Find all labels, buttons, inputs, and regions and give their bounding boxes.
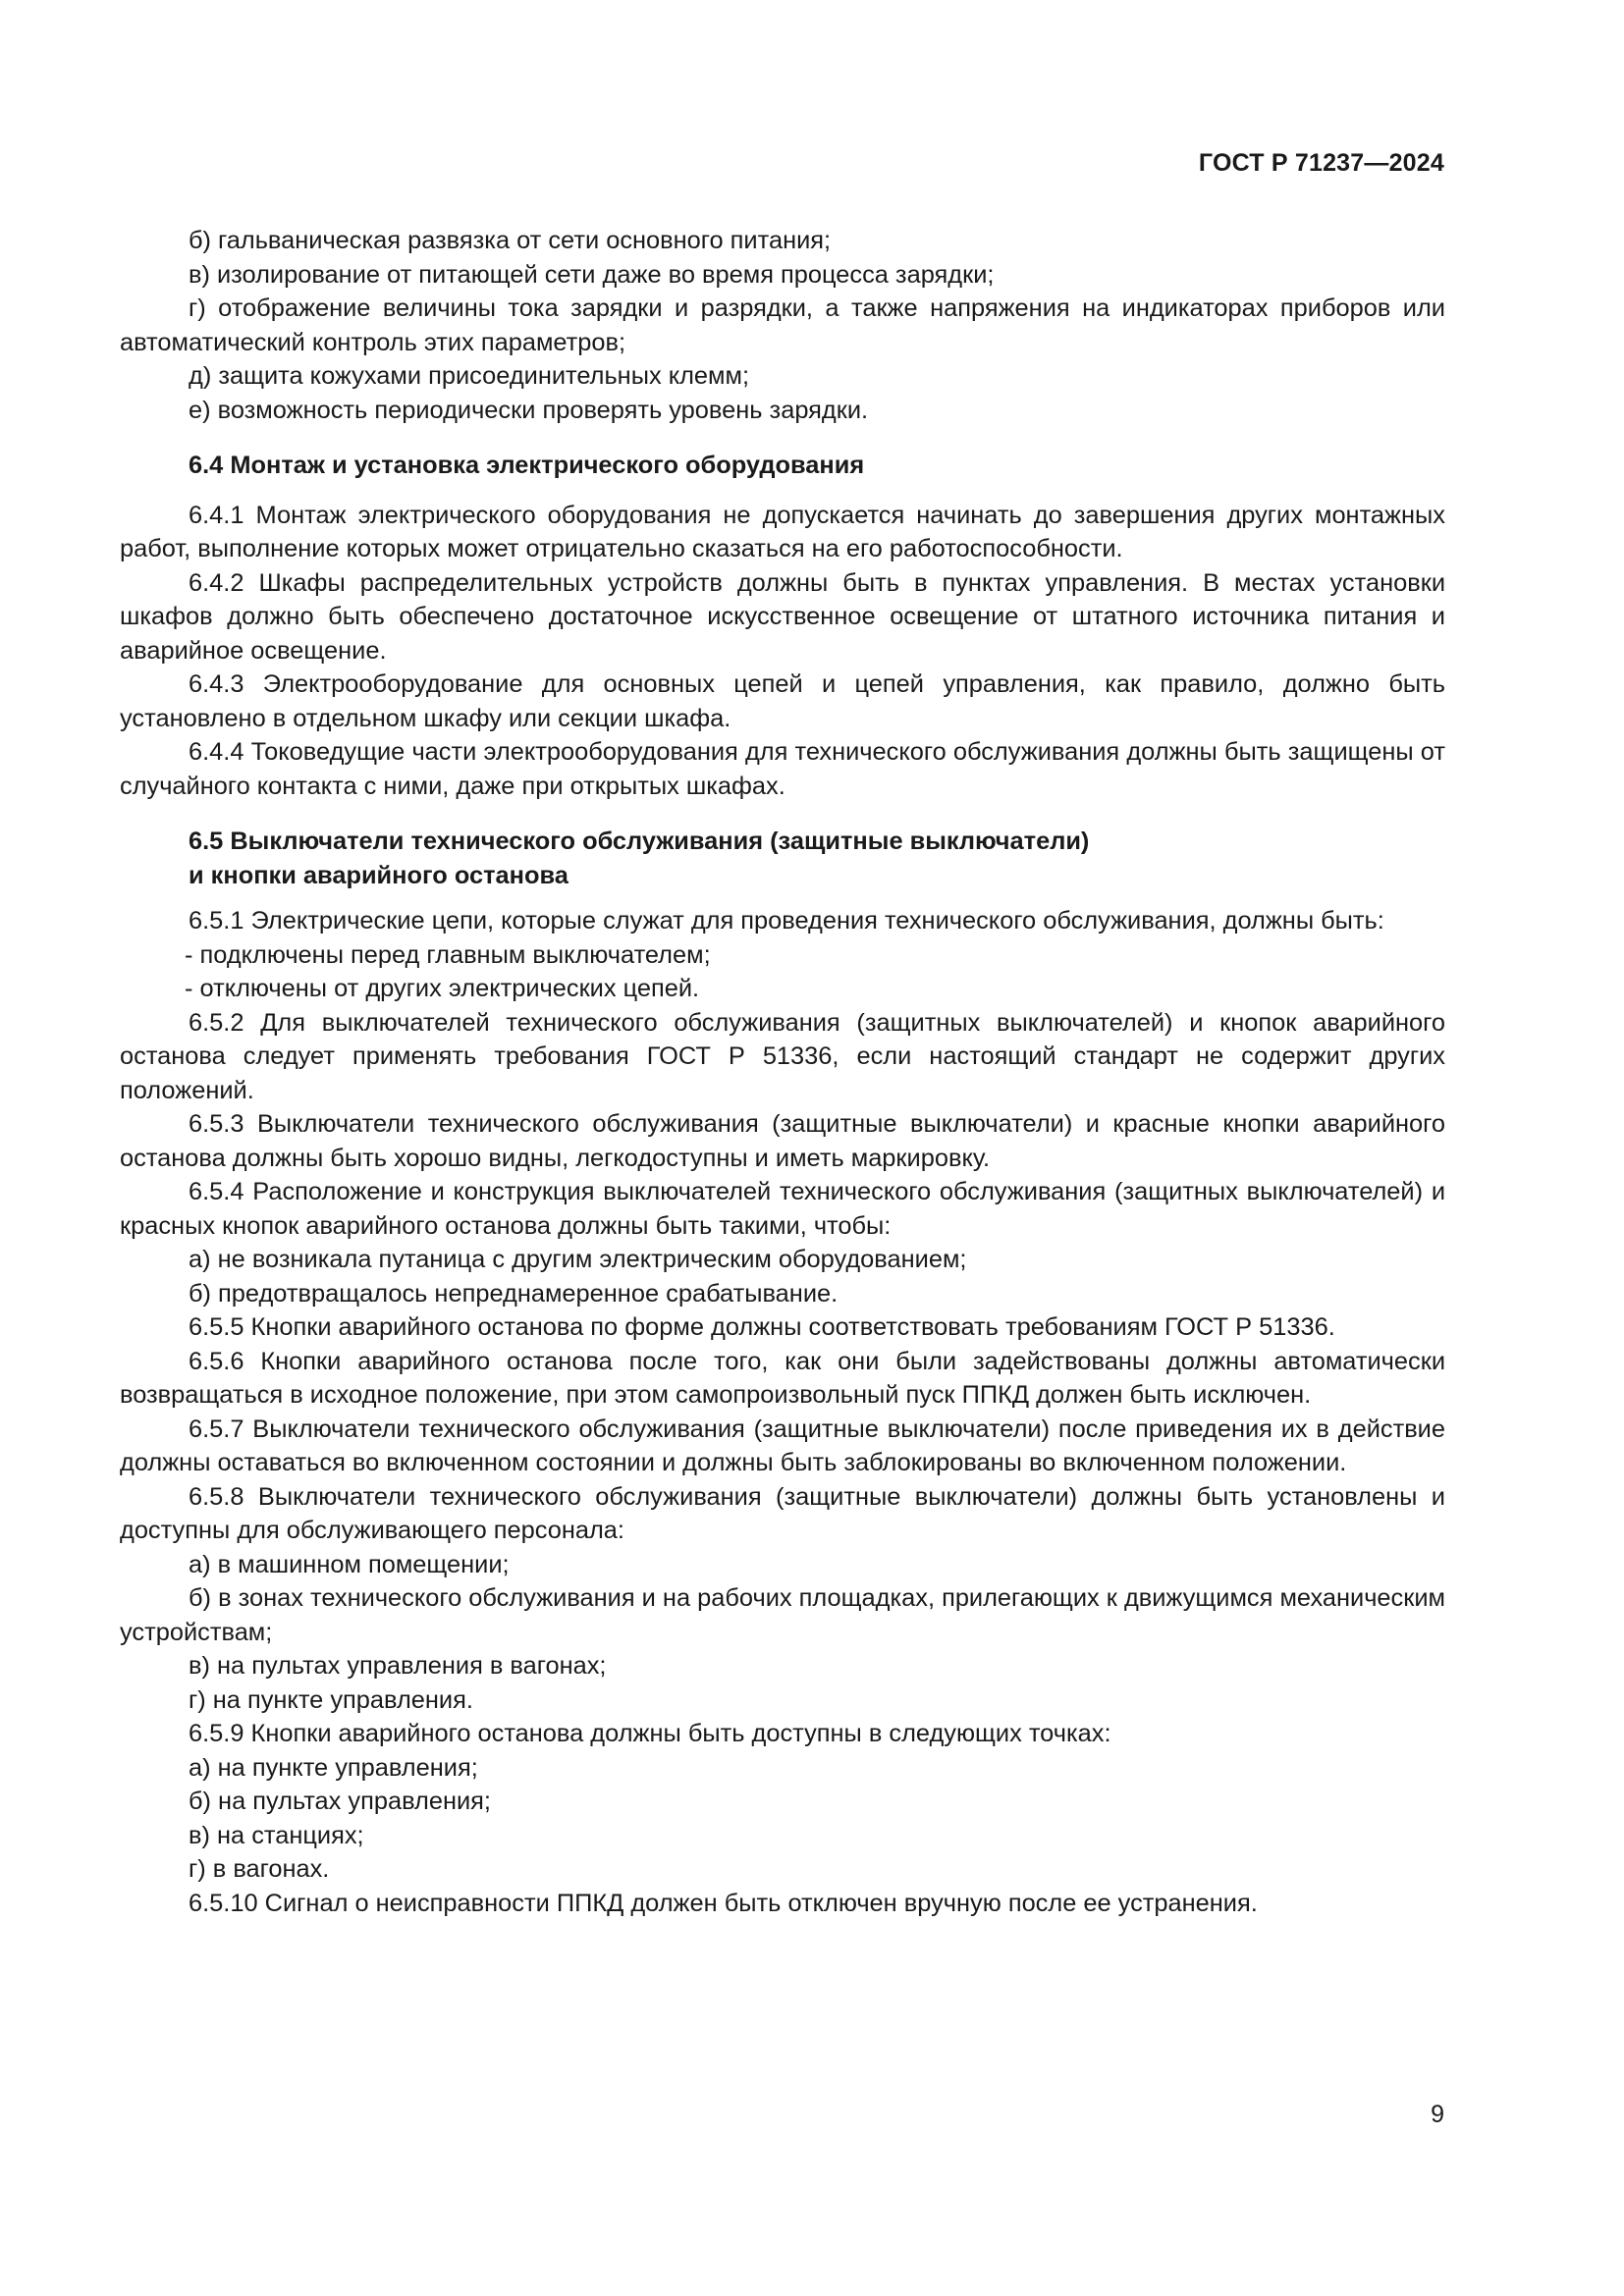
section-heading-6-5-line2: и кнопки аварийного останова <box>189 861 568 889</box>
paragraph-6-5-8: 6.5.8 Выключатели технического обслуживания (защитные выключатели) должны быть установлены и доступны для обслуживающего персонала: <box>120 1482 1445 1544</box>
section-heading-6-5: 6.5 Выключатели технического обслуживания (защитные выключатели) <box>189 828 1090 855</box>
paragraph-6-5-6: 6.5.6 Кнопки аварийного останова после того, как они были задействованы должны автоматически возвращаться в исходное положение, при этом самопроизвольный пуск ППКД должен быть исключен. <box>120 1347 1445 1409</box>
paragraph-6-5-3: 6.5.3 Выключатели технического обслуживания (защитные выключатели) и красные кнопки аварийного останова должны быть хорошо видны, легкодоступны и иметь маркировку. <box>120 1110 1445 1172</box>
list-item: г) в вагонах. <box>189 1855 330 1883</box>
list-item: б) на пультах управления; <box>189 1788 491 1815</box>
list-item: в) на пультах управления в вагонах; <box>189 1652 607 1680</box>
list-item: а) не возникала путаница с другим электрическим оборудованием; <box>189 1246 967 1273</box>
section-heading-6-4: 6.4 Монтаж и установка электрического оборудования <box>189 452 865 479</box>
list-item: д) защита кожухами присоединительных клемм; <box>189 362 750 390</box>
paragraph-6-5-2: 6.5.2 Для выключателей технического обслуживания (защитных выключателей) и кнопок аварийного останова следует применять требования ГОСТ Р 51336, если настоящий стандарт не содержит других положений. <box>120 1008 1445 1104</box>
list-item: г) на пункте управления. <box>189 1685 473 1714</box>
page-number: 9 <box>1431 2101 1444 2128</box>
list-item: б) предотвращалось непреднамеренное срабатывание. <box>189 1279 839 1308</box>
paragraph-6-5-10: 6.5.10 Сигнал о неисправности ППКД должен быть отключен вручную после ее устранения. <box>189 1889 1258 1917</box>
list-item: б) в зонах технического обслуживания и на рабочих площадках, прилегающих к движущимся механическим устройствам; <box>120 1584 1445 1646</box>
list-item: е) возможность периодически проверять уровень зарядки. <box>189 396 869 424</box>
dash-item: - отключены от других электрических цепей. <box>185 975 700 1002</box>
list-item: б) гальваническая развязка от сети основного питания; <box>189 227 832 254</box>
list-item: в) на станциях; <box>189 1821 364 1849</box>
paragraph-6-5-4: 6.5.4 Расположение и конструкция выключателей технического обслуживания (защитных выключателей) и красных кнопок аварийного останова должны быть такими, чтобы: <box>120 1178 1445 1240</box>
dash-item: - подключены перед главным выключателем; <box>185 940 711 969</box>
paragraph-6-4-4: 6.4.4 Токоведущие части электрооборудования для технического обслуживания должны быть защищены от случайного контакта с ними, даже при открытых шкафах. <box>120 738 1445 800</box>
list-item: а) в машинном помещении; <box>189 1550 510 1578</box>
paragraph-6-5-5: 6.5.5 Кнопки аварийного останова по форме должны соответствовать требованиям ГОСТ Р 51336. <box>189 1313 1335 1341</box>
paragraph-6-4-3: 6.4.3 Электрооборудование для основных цепей и цепей управления, как правило, должно быть установлено в отдельном шкафу или секции шкафа. <box>120 670 1445 732</box>
paragraph-6-5-9: 6.5.9 Кнопки аварийного останова должны быть доступны в следующих точках: <box>189 1720 1111 1747</box>
paragraph-6-5-1: 6.5.1 Электрические цепи, которые служат для проведения технического обслуживания, должны быть: <box>189 907 1384 934</box>
list-item: г) отображение величины тока зарядки и разрядки, а также напряжения на индикаторах приборов или автоматический контроль этих параметров; <box>120 294 1445 356</box>
page-body <box>120 224 1445 1920</box>
paragraph-6-4-1: 6.4.1 Монтаж электрического оборудования не допускается начинать до завершения других монтажных работ, выполнение которых может отрицательно сказаться на его работоспособности. <box>120 501 1445 562</box>
document-id: ГОСТ Р 71237—2024 <box>1198 149 1444 177</box>
paragraph-6-4-2: 6.4.2 Шкафы распределительных устройств должны быть в пунктах управления. В местах установки шкафов должно быть обеспечено достаточное искусственное освещение от штатного источника питания и аварийное освещение. <box>120 568 1445 665</box>
list-item: а) на пункте управления; <box>189 1753 478 1782</box>
paragraph-6-5-7: 6.5.7 Выключатели технического обслуживания (защитные выключатели) после приведения их в действие должны оставаться во включенном состоянии и должны быть заблокированы во включенном положении. <box>120 1415 1445 1476</box>
list-item: в) изолирование от питающей сети даже во время процесса зарядки; <box>189 260 995 289</box>
